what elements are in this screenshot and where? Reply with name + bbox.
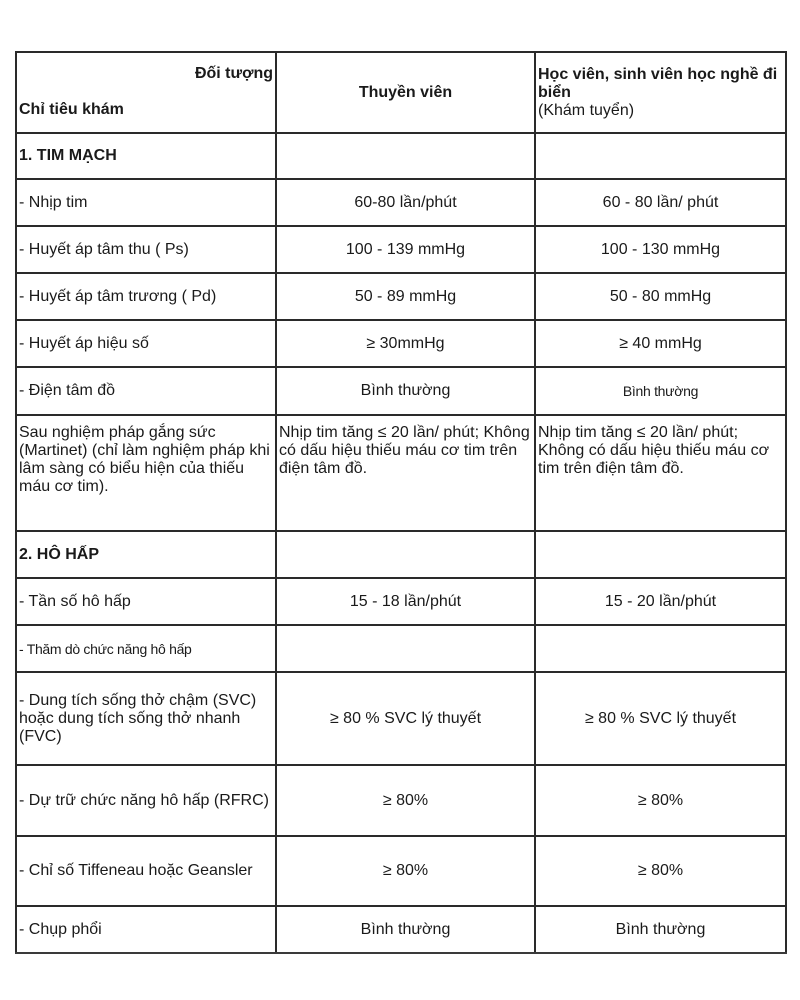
student-value: Bình thường bbox=[535, 367, 786, 415]
table-cell bbox=[535, 133, 786, 179]
section-label: 1. TIM MẠCH bbox=[16, 133, 276, 179]
table-row bbox=[16, 415, 786, 531]
student-value bbox=[535, 625, 786, 672]
seafarer-value: Nhịp tim tăng ≤ 20 lần/ phút; Không có dấu hiệu thiếu máu cơ tim trên điện tâm đồ. bbox=[276, 415, 535, 531]
student-value: ≥ 80% bbox=[535, 765, 786, 836]
seafarer-value: 15 - 18 lần/phút bbox=[276, 578, 535, 625]
table-row bbox=[16, 320, 786, 367]
table-header-row bbox=[16, 52, 786, 133]
criteria-label: - Điện tâm đồ bbox=[16, 367, 276, 415]
header-student-note: (Khám tuyển) bbox=[538, 101, 635, 119]
criteria-label: - Huyết áp tâm trương ( Pd) bbox=[16, 273, 276, 320]
health-standards-document bbox=[15, 51, 785, 954]
seafarer-value bbox=[276, 625, 535, 672]
criteria-label: - Chụp phổi bbox=[16, 906, 276, 953]
seafarer-value: ≥ 30mmHg bbox=[276, 320, 535, 367]
table-row bbox=[16, 273, 786, 320]
criteria-label: - Nhịp tim bbox=[16, 179, 276, 226]
table-row bbox=[16, 672, 786, 765]
seafarer-value: Bình thường bbox=[276, 367, 535, 415]
criteria-label: - Huyết áp tâm thu ( Ps) bbox=[16, 226, 276, 273]
table-cell bbox=[276, 531, 535, 578]
health-criteria-table bbox=[15, 51, 787, 954]
seafarer-value: ≥ 80% bbox=[276, 836, 535, 906]
student-value: 60 - 80 lần/ phút bbox=[535, 179, 786, 226]
student-value: 100 - 130 mmHg bbox=[535, 226, 786, 273]
student-value: ≥ 80% bbox=[535, 836, 786, 906]
header-student-title: Học viên, sinh viên học nghề đi biển bbox=[538, 65, 778, 101]
header-corner-cell bbox=[16, 52, 276, 133]
seafarer-value: 60-80 lần/phút bbox=[276, 179, 535, 226]
criteria-label: - Dung tích sống thở chậm (SVC) hoặc dung tích sống thở nhanh (FVC) bbox=[16, 672, 276, 765]
header-subject-label: Đối tượng bbox=[194, 65, 273, 82]
header-student bbox=[535, 52, 786, 133]
criteria-label: - Dự trữ chức năng hô hấp (RFRC) bbox=[16, 765, 276, 836]
table-cell bbox=[535, 531, 786, 578]
criteria-label: - Tần số hô hấp bbox=[16, 578, 276, 625]
criteria-label: Sau nghiệm pháp gắng sức (Martinet) (chỉ làm nghiệm pháp khi lâm sàng có biểu hiện của thiếu máu cơ tim). bbox=[16, 415, 276, 531]
criteria-label: - Chỉ số Tiffeneau hoặc Geansler bbox=[16, 836, 276, 906]
header-criteria-label: Chỉ tiêu khám bbox=[19, 101, 124, 118]
table-row bbox=[16, 765, 786, 836]
table-row bbox=[16, 836, 786, 906]
student-value: Bình thường bbox=[535, 906, 786, 953]
student-value: 50 - 80 mmHg bbox=[535, 273, 786, 320]
student-value: ≥ 40 mmHg bbox=[535, 320, 786, 367]
student-value: 15 - 20 lần/phút bbox=[535, 578, 786, 625]
student-value: ≥ 80 % SVC lý thuyết bbox=[535, 672, 786, 765]
header-seafarer: Thuyền viên bbox=[276, 52, 535, 133]
seafarer-value: ≥ 80 % SVC lý thuyết bbox=[276, 672, 535, 765]
seafarer-value: 50 - 89 mmHg bbox=[276, 273, 535, 320]
table-row bbox=[16, 625, 786, 672]
seafarer-value: 100 - 139 mmHg bbox=[276, 226, 535, 273]
table-row bbox=[16, 578, 786, 625]
criteria-label: - Thăm dò chức năng hô hấp bbox=[16, 625, 276, 672]
section-label: 2. HÔ HẤP bbox=[16, 531, 276, 578]
section-row-respiratory bbox=[16, 531, 786, 578]
seafarer-value: ≥ 80% bbox=[276, 765, 535, 836]
table-row bbox=[16, 906, 786, 953]
section-row-cardio bbox=[16, 133, 786, 179]
table-row bbox=[16, 367, 786, 415]
table-cell bbox=[276, 133, 535, 179]
seafarer-value: Bình thường bbox=[276, 906, 535, 953]
student-value: Nhịp tim tăng ≤ 20 lần/ phút; Không có dấu hiệu thiếu máu cơ tim trên điện tâm đồ. bbox=[535, 415, 786, 531]
table-row bbox=[16, 179, 786, 226]
criteria-label: - Huyết áp hiệu số bbox=[16, 320, 276, 367]
table-row bbox=[16, 226, 786, 273]
